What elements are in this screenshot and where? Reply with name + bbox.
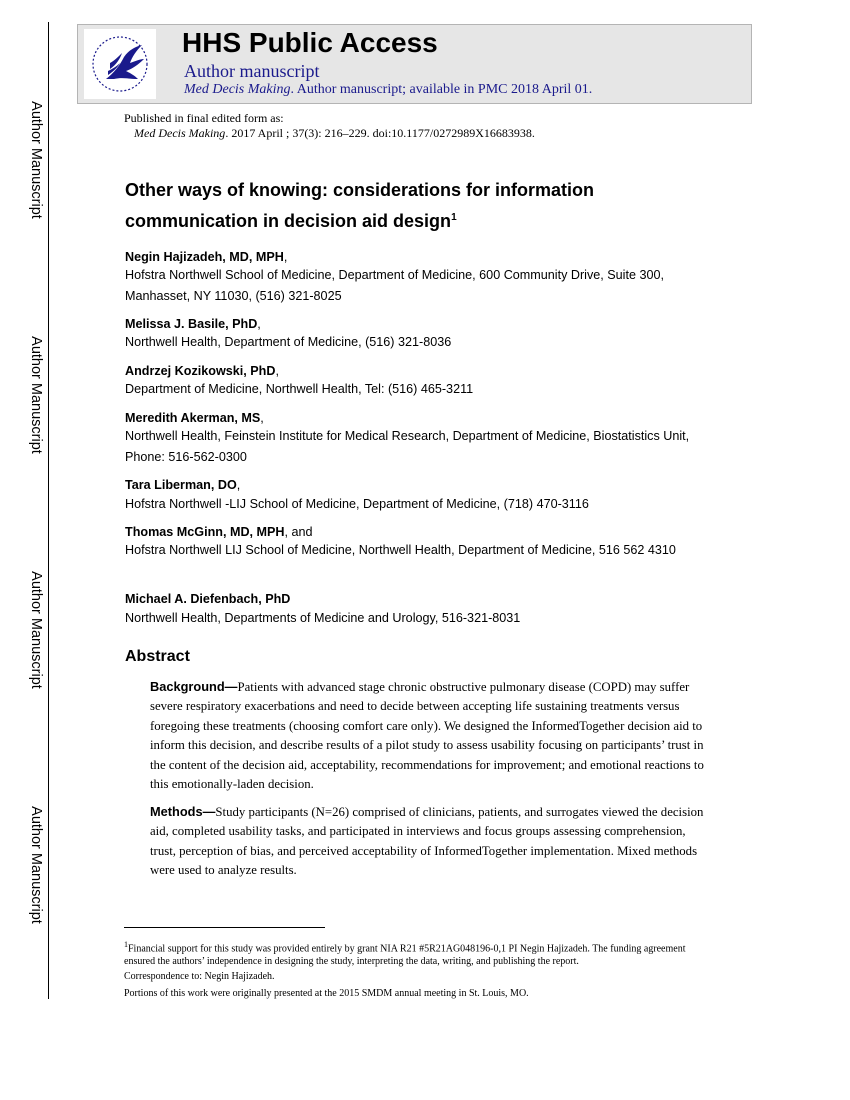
background-text: Patients with advanced stage chronic obstructive pulmonary disease (COPD) may suffer severe respiratory exacerbations and need to decide between accepting life sustaining treatments versus foregoing these treatments (choosing comfort care only). We designed the InformedTogether decision aid to inform this decision, and describe results of a pilot study to assess usability focusing on participants’ trust in the content of the decision aid, acceptability, recommendations for improvement; and emotional reactions to this emotionally-laden decision. <box>150 680 704 792</box>
published-details: . 2017 April ; 37(3): 216–229. doi:10.1177/0272989X16683938. <box>225 126 535 140</box>
author-name: Michael A. Diefenbach, PhD <box>125 592 291 606</box>
abstract-background <box>150 677 710 794</box>
header-journal: Med Decis Making <box>184 82 291 97</box>
hhs-header <box>77 24 752 104</box>
title-footnote-marker: 1 <box>451 212 457 223</box>
published-journal: Med Decis Making <box>134 126 226 140</box>
author-affiliation: Northwell Health, Feinstein Institute for Medical Research, Department of Medicine, Biostatistics Unit, Phone: 516-562-0300 <box>125 429 690 464</box>
author-affiliation: Hofstra Northwell School of Medicine, Department of Medicine, 600 Community Drive, Suite 300, Manhasset, NY 11030, (516) 321-8025 <box>125 268 664 303</box>
footnote-presented: Portions of this work were originally presented at the 2015 SMDM annual meeting in St. Louis, MO. <box>124 988 529 999</box>
author-name: Thomas McGinn, MD, MPH, and <box>125 525 313 539</box>
author-name: Andrzej Kozikowski, PhD, <box>125 364 279 378</box>
header-citation <box>184 82 592 98</box>
published-label: Published in final edited form as: <box>124 111 284 125</box>
author-affiliation: Department of Medicine, Northwell Health, Tel: (516) 465-3211 <box>125 382 474 396</box>
author-affiliation: Northwell Health, Department of Medicine, (516) 321-8036 <box>125 335 452 349</box>
author-affiliation: Hofstra Northwell -LIJ School of Medicine, Department of Medicine, (718) 470-3116 <box>125 497 589 511</box>
background-label: Background— <box>150 679 238 694</box>
author-name: Meredith Akerman, MS, <box>125 411 264 425</box>
footnote-rule <box>124 927 325 928</box>
author-name: Tara Liberman, DO, <box>125 478 241 492</box>
footnote-marker: 1 <box>124 940 128 949</box>
author-name: Negin Hajizadeh, MD, MPH, <box>125 250 288 264</box>
author-affiliation: Northwell Health, Departments of Medicine and Urology, 516-321-8031 <box>125 611 521 625</box>
author-name: Melissa J. Basile, PhD, <box>125 317 261 331</box>
header-availability: . Author manuscript; available in PMC 2018 April 01. <box>290 82 593 97</box>
abstract-heading: Abstract <box>125 648 190 665</box>
abstract-methods <box>150 802 710 881</box>
footnote-funding: $^1$Financial support for this study was provided entirely by grant NIA R21 #5R21AG048196-0,1 PI Negin Hajizadeh. The funding agreement ensured the authors’ independence in designing the study, interpreting the data, writing, and publishing the report. <box>124 940 686 968</box>
footnote-correspondence: Correspondence to: Negin Hajizadeh. <box>124 971 275 982</box>
margin-rule <box>48 22 49 999</box>
hhs-eagle-logo-icon <box>84 29 156 99</box>
published-citation <box>134 126 535 141</box>
paper-title: Other ways of knowing: considerations for information communication in decision aid design$^1$ <box>125 180 595 231</box>
header-title: HHS Public Access <box>182 27 438 58</box>
methods-text: Study participants (N=26) comprised of clinicians, patients, and surrogates viewed the decision aid, completed usability tasks, and participated in interviews and focus groups assessing comprehension, trust, perception of bias, and perceived acceptability of InformedTogether implementation. Mixed methods were used to analyze results. <box>150 805 704 878</box>
header-subtitle: Author manuscript <box>184 61 320 81</box>
methods-label: Methods— <box>150 804 216 819</box>
author-affiliation: Hofstra Northwell LIJ School of Medicine, Northwell Health, Department of Medicine, 516 562 4310 <box>125 543 676 557</box>
